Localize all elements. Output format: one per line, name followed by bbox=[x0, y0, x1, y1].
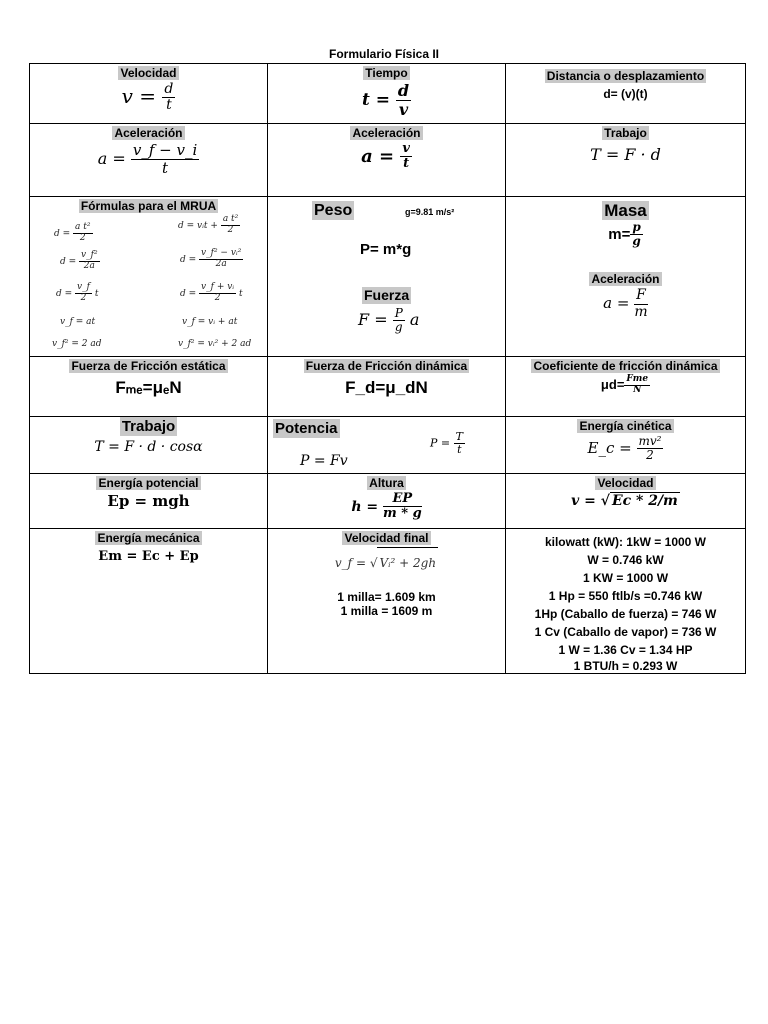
label-mecanica: Energía mecánica bbox=[97, 531, 200, 545]
document-title: Formulario Física II bbox=[328, 47, 440, 61]
mrua-formula: d = $\frac{\text{v\_f²}}{2a}$ bbox=[60, 250, 98, 271]
mrua-formula: v_f = at bbox=[60, 317, 96, 327]
conversion-line: 1 Cv (Caballo de vapor) = 736 W bbox=[534, 625, 717, 639]
label-masa: Masa bbox=[604, 201, 647, 220]
label-potencial: Energía potencial bbox=[98, 476, 199, 490]
table-row bbox=[30, 474, 746, 529]
mrua-formula: d = $\frac{\text{v\_f² − vᵢ²}}{2a}$ bbox=[180, 248, 242, 269]
cell-conversiones bbox=[506, 529, 746, 674]
cell-masa-aceleracion bbox=[506, 197, 746, 357]
table-row bbox=[30, 124, 746, 197]
cell-friccion-dinamica bbox=[268, 357, 506, 417]
formula-mecanica: Em = Ec + Ep bbox=[98, 549, 199, 564]
conversion-line: kilowatt (kW): 1kW = 1000 W bbox=[544, 535, 707, 549]
conversion-line: 1 Hp = 550 ftlb/s =0.746 kW bbox=[548, 589, 703, 603]
conversion-line: 1 BTU/h = 0.293 W bbox=[573, 659, 678, 673]
label-cinetica: Energía cinética bbox=[579, 419, 672, 433]
formula-cinetica: E_c = $\frac{\text{mv²}}{2}$ bbox=[587, 434, 662, 463]
formula-velocidad-final: v_f = √ Vᵢ² + 2gh bbox=[335, 556, 438, 570]
label-friccion-estatica: Fuerza de Fricción estática bbox=[71, 359, 226, 373]
cell-aceleracion-1 bbox=[30, 124, 268, 197]
label-peso: Peso bbox=[314, 202, 353, 219]
cell-friccion-estatica bbox=[30, 357, 268, 417]
cell-cinetica bbox=[506, 417, 746, 474]
cell-potencial bbox=[30, 474, 268, 529]
label-trabajo: Trabajo bbox=[604, 126, 647, 140]
label-velocidad: Velocidad bbox=[120, 66, 177, 80]
table-row bbox=[30, 529, 746, 674]
label-potencia: Potencia bbox=[275, 420, 338, 437]
label-aceleracion-2: Aceleración bbox=[352, 126, 421, 140]
formula-potencia-2: P = $\frac{T}{t}$ bbox=[430, 430, 463, 457]
formula-coeficiente: μd= $\frac{\text{Fme}}{N}$ bbox=[600, 374, 649, 395]
formula-tiempo: t = $\frac{d}{v}$ bbox=[361, 81, 410, 119]
formula-altura: h = $\frac{EP}{m * g}$ bbox=[351, 491, 422, 522]
formula-masa: m= $\frac{p}{g}$ bbox=[608, 220, 641, 249]
cell-tiempo bbox=[268, 64, 506, 124]
formula-distancia: d= (v)(t) bbox=[603, 87, 648, 101]
milla-m: 1 milla = 1609 m bbox=[340, 604, 433, 618]
label-tiempo: Tiempo bbox=[365, 66, 408, 80]
mrua-formula: v_f² = 2 ad bbox=[52, 339, 102, 349]
cell-velocidad bbox=[30, 64, 268, 124]
formula-table bbox=[29, 63, 746, 674]
gravity-value: g=9.81 m/s² bbox=[405, 207, 455, 217]
cell-velocidad-final bbox=[268, 529, 506, 674]
table-row bbox=[30, 197, 746, 357]
label-aceleracion-3: Aceleración bbox=[591, 272, 660, 287]
label-velocidad-2: Velocidad bbox=[597, 476, 654, 490]
cell-trabajo-2 bbox=[30, 417, 268, 474]
cell-potencia bbox=[268, 417, 506, 474]
label-altura: Altura bbox=[369, 476, 404, 490]
formula-aceleracion-2: a = $\frac{v}{t}$ bbox=[361, 141, 410, 172]
formula-peso: P= m*g bbox=[360, 241, 412, 258]
cell-mrua bbox=[30, 197, 268, 357]
mrua-formula: v_f = vᵢ + at bbox=[182, 317, 238, 327]
label-fuerza: Fuerza bbox=[364, 287, 410, 303]
mrua-formula: d = $\frac{v\_f}{2}$ t bbox=[56, 282, 99, 303]
conversion-line: 1 KW = 1000 W bbox=[582, 571, 669, 585]
conversion-line: 1 W = 1.36 Cv = 1.34 HP bbox=[558, 643, 693, 657]
formula-fuerza: F = $\frac{P}{g}$ a bbox=[358, 306, 420, 335]
table-row bbox=[30, 64, 746, 124]
cell-coeficiente bbox=[506, 357, 746, 417]
formula-velocidad: v = $\frac{d}{t}$ bbox=[121, 81, 174, 114]
cell-velocidad-2 bbox=[506, 474, 746, 529]
formula-trabajo-2: T = F · d · cosα bbox=[94, 439, 203, 455]
label-aceleracion-1: Aceleración bbox=[114, 126, 183, 140]
label-velocidad-final: Velocidad final bbox=[344, 531, 429, 545]
label-coeficiente: Coeficiente de fricción dinámica bbox=[533, 359, 718, 373]
mrua-formula: d = $\frac{\text{a t²}}{2}$ bbox=[54, 222, 91, 243]
mrua-formula: v_f² = vᵢ² + 2 ad bbox=[178, 339, 252, 349]
table-row bbox=[30, 357, 746, 417]
cell-trabajo bbox=[506, 124, 746, 197]
formula-friccion-estatica: Fₘₑ=μₑN bbox=[115, 378, 182, 397]
label-distancia: Distancia o desplazamiento bbox=[546, 69, 705, 83]
cell-aceleracion-2 bbox=[268, 124, 506, 197]
label-friccion-dinamica: Fuerza de Fricción dinámica bbox=[305, 359, 468, 373]
label-trabajo-2: Trabajo bbox=[121, 418, 176, 435]
formula-aceleracion-3: a = $\frac{F}{m}$ bbox=[603, 287, 648, 320]
formula-friccion-dinamica: F_d=μ_dN bbox=[345, 378, 428, 397]
milla-km: 1 milla= 1.609 km bbox=[337, 590, 436, 604]
cell-distancia bbox=[506, 64, 746, 124]
cell-mecanica bbox=[30, 529, 268, 674]
conversion-line: 1Hp (Caballo de fuerza) = 746 W bbox=[534, 607, 717, 621]
table-row bbox=[30, 417, 746, 474]
formula-aceleracion-1: a = $\frac{v\_f - v\_i}{t}$ bbox=[97, 141, 198, 177]
cell-peso-fuerza bbox=[268, 197, 506, 357]
formula-potencia-1: P = Fv bbox=[300, 453, 348, 469]
conversion-line: W = 0.746 kW bbox=[587, 553, 664, 567]
label-mrua: Fórmulas para el MRUA bbox=[80, 199, 217, 213]
mrua-formula: d = $\frac{\text{v\_f + vᵢ}}{2}$ t bbox=[180, 282, 243, 303]
formula-trabajo: T = F · d bbox=[590, 145, 661, 164]
formula-potencial: Ep = mgh bbox=[107, 492, 190, 510]
cell-altura bbox=[268, 474, 506, 529]
mrua-formula: d = vᵢt + $\frac{\text{a t²}}{2}$ bbox=[178, 214, 239, 235]
formula-velocidad-2: v = √ Ec * 2/m bbox=[571, 493, 678, 509]
